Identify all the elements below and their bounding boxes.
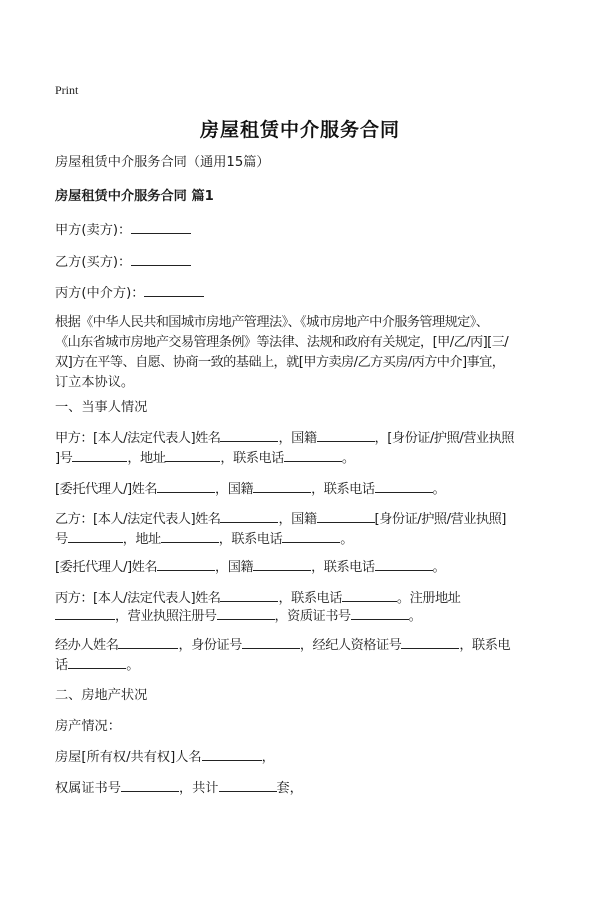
owner-line <box>55 746 550 768</box>
intro-line-3: 双]方在平等、自愿、协商一致的基础上，就[甲方卖房/乙方买房/丙方中介]事宜， <box>55 355 505 370</box>
party-b-nationality-label: ，国籍 <box>278 512 317 527</box>
section-1-heading: 一、当事人情况 <box>55 400 148 415</box>
party-c-cert-blank <box>351 605 409 620</box>
period: 。 <box>432 482 446 497</box>
party-b-agent-nationality-label: ，国籍 <box>215 560 254 575</box>
broker-line-1 <box>55 634 550 656</box>
period: 。 <box>126 658 140 673</box>
broker-line-2 <box>55 654 550 676</box>
party-c-address-blank <box>55 605 115 620</box>
party-a-agent-line <box>55 478 550 500</box>
broker-id-blank <box>242 634 300 649</box>
party-a-agent-nationality-label: ，国籍 <box>215 482 254 497</box>
property-label: 房产情况： <box>55 719 121 734</box>
broker-phone-blank <box>68 654 126 669</box>
party-b-nationality-blank <box>317 508 375 523</box>
unit-label: 套， <box>276 781 303 796</box>
party-b-agent-phone-blank <box>375 556 433 571</box>
party-b-name-blank <box>220 508 278 523</box>
period: 。 <box>340 532 353 547</box>
section-2-heading: 二、房地产状况 <box>55 688 148 703</box>
party-a-address-blank <box>165 447 220 462</box>
cert-line <box>55 777 550 799</box>
party-b-id-blank <box>68 528 123 543</box>
party-a-agent-phone-blank <box>375 478 433 493</box>
party-c-name-blank <box>220 587 278 602</box>
party-b-name-label: 乙方：[本人/法定代表人]姓名 <box>55 512 221 527</box>
intro-line-1: 根据《中华人民共和国城市房地产管理法》、《城市房地产中介服务管理规定》、 <box>55 315 489 330</box>
party-a-agent-phone-label: ，联系电话 <box>311 482 375 497</box>
party-b-detail-line-2 <box>55 528 550 550</box>
broker-id-label: ，身份证号 <box>178 638 242 653</box>
broker-phone-label-cont: 话 <box>55 658 69 673</box>
party-b-blank <box>131 251 191 266</box>
print-label[interactable]: Print <box>55 83 79 97</box>
party-c-label: 丙方(中介方)： <box>55 286 145 301</box>
broker-name-blank <box>118 634 178 649</box>
party-a-phone-label: ，联系电话 <box>220 451 284 466</box>
party-c-license-blank <box>217 605 275 620</box>
total-label: ，共计 <box>178 781 219 796</box>
intro-line-4: 订立本协议。 <box>55 375 135 390</box>
party-c-cert-label: ，资质证书号 <box>274 609 351 624</box>
party-a-id-blank <box>72 447 127 462</box>
party-c-blank <box>144 282 204 297</box>
party-a-id-suffix: ]号 <box>55 451 73 466</box>
owner-label: 房屋[所有权/共有权]人名 <box>55 750 202 765</box>
section-heading: 房屋租赁中介服务合同 篇1 <box>55 189 214 204</box>
party-c-line <box>55 282 550 304</box>
party-b-phone-label: ，联系电话 <box>218 532 283 547</box>
period: 。 <box>341 451 355 466</box>
cert-number-label: 权属证书号 <box>55 781 121 796</box>
party-b-id-label: [身份证/护照/营业执照] <box>374 512 506 527</box>
party-a-detail-line-1 <box>55 427 550 449</box>
broker-license-blank <box>401 634 459 649</box>
party-c-address-label: 。注册地址 <box>396 591 461 606</box>
total-blank <box>219 777 277 792</box>
period: 。 <box>408 609 422 624</box>
party-a-label: 甲方(卖方)： <box>55 223 132 238</box>
party-a-id-label: ，[身份证/护照/营业执照 <box>374 431 514 446</box>
party-a-nationality-blank <box>317 427 375 442</box>
party-a-agent-name-blank <box>157 478 215 493</box>
party-c-name-label: 丙方：[本人/法定代表人]姓名 <box>55 591 221 606</box>
broker-license-label: ，经纪人资格证号 <box>299 638 402 653</box>
party-a-detail-line-2 <box>55 447 550 469</box>
period: 。 <box>432 560 446 575</box>
party-b-label: 乙方(买方)： <box>55 255 132 270</box>
intro-line-2: 《山东省城市房地产交易管理条例》等法律、法规和政府有关规定，[甲/乙/丙][三/ <box>55 335 509 350</box>
party-b-address-label: ，地址 <box>122 532 161 547</box>
broker-name-label: 经办人姓名 <box>55 638 119 653</box>
party-c-phone-label: ，联系电话 <box>278 591 342 606</box>
party-a-name-blank <box>220 427 278 442</box>
party-b-agent-phone-label: ，联系电话 <box>311 560 375 575</box>
party-a-blank <box>131 219 191 234</box>
party-c-detail-line-2 <box>55 605 550 627</box>
party-a-agent-label: [委托代理人/]姓名 <box>55 482 158 497</box>
party-c-license-label: ，营业执照注册号 <box>115 609 217 624</box>
party-a-name-label: 甲方：[本人/法定代表人]姓名 <box>55 431 221 446</box>
party-b-line <box>55 251 550 273</box>
party-b-agent-name-blank <box>157 556 215 571</box>
party-a-line <box>55 219 550 241</box>
owner-blank <box>202 746 262 761</box>
party-c-phone-blank <box>342 587 397 602</box>
party-a-agent-nationality-blank <box>253 478 311 493</box>
cert-number-blank <box>121 777 179 792</box>
party-b-phone-blank <box>282 528 340 543</box>
party-b-agent-label: [委托代理人/]姓名 <box>55 560 158 575</box>
party-b-agent-nationality-blank <box>253 556 311 571</box>
party-b-detail-line-1 <box>55 508 550 530</box>
document-title: 房屋租赁中介服务合同 <box>199 119 400 141</box>
comma: ， <box>261 750 275 765</box>
party-a-nationality-label: ，国籍 <box>278 431 317 446</box>
party-b-address-blank <box>161 528 219 543</box>
broker-phone-label: ，联系电 <box>459 638 511 653</box>
document-subtitle: 房屋租赁中介服务合同（通用15篇） <box>55 155 270 170</box>
party-a-address-label: ，地址 <box>127 451 166 466</box>
party-a-phone-blank <box>284 447 342 462</box>
party-b-agent-line <box>55 556 550 578</box>
party-b-id-suffix: 号 <box>55 532 68 547</box>
